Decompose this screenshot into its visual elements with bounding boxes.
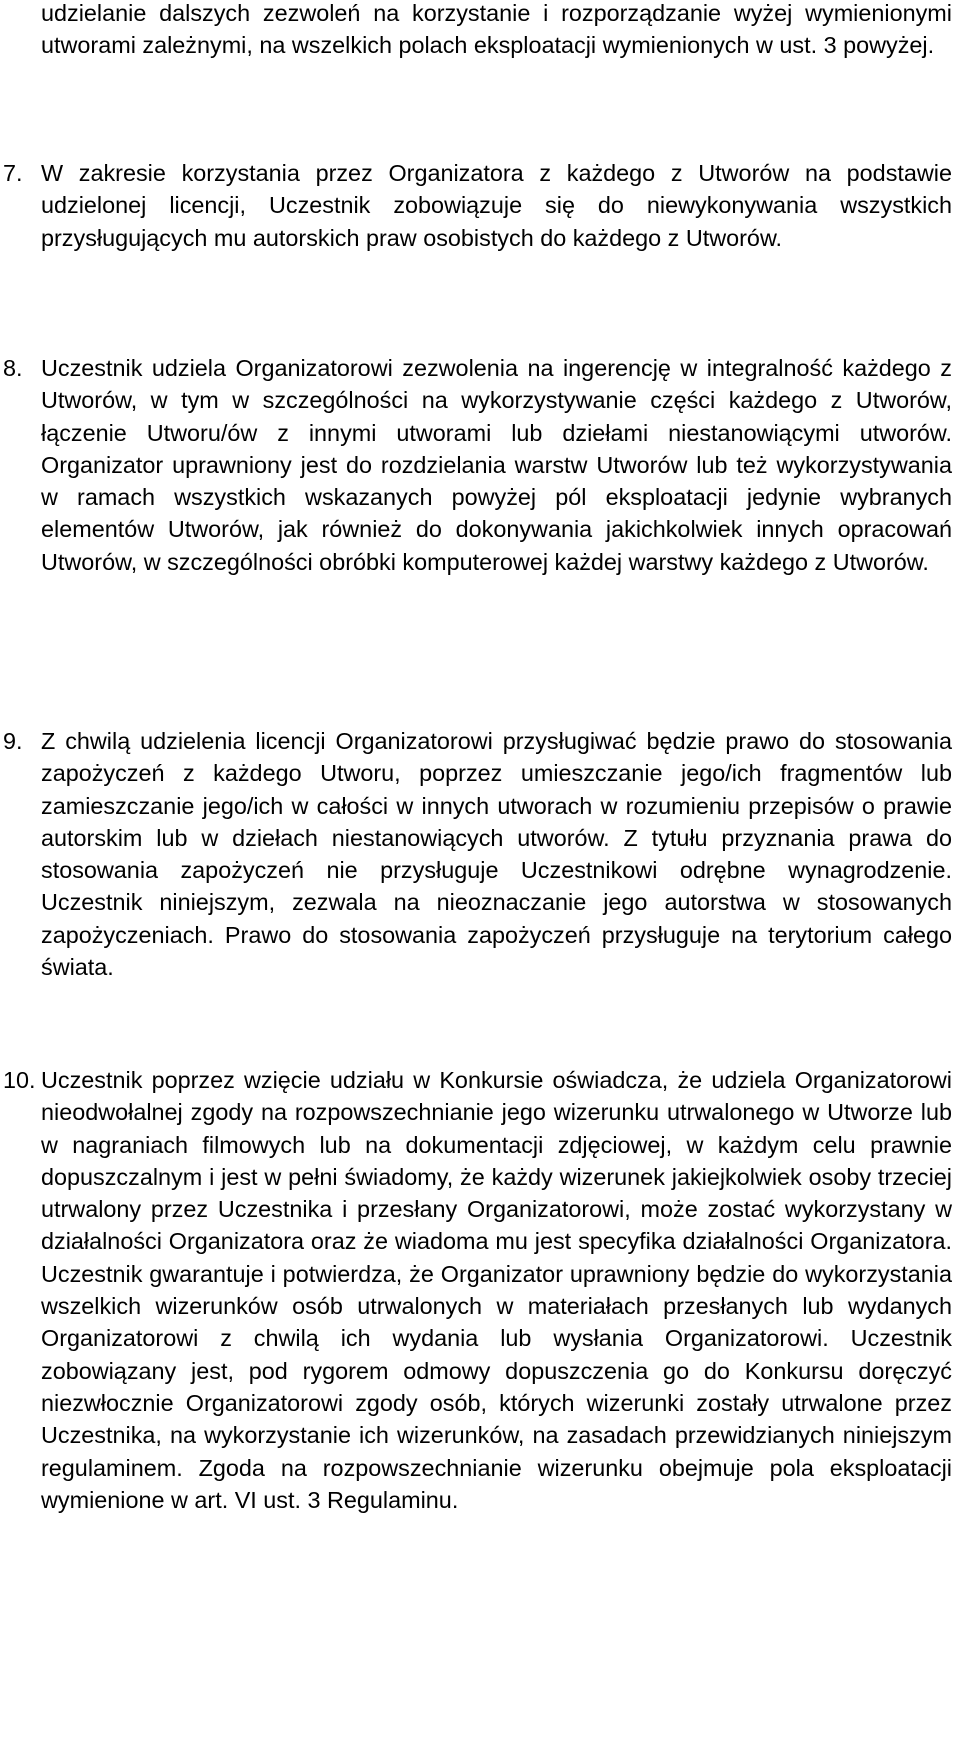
item-number: 7. [3, 160, 23, 186]
item-number: 9. [3, 728, 23, 754]
item-text: Uczestnik poprzez wzięcie udziału w Konkursie oświadcza, że udziela Organizatorowi nieodwołalnej zgody na rozpowszechnianie jego wizerunku utrwalonego w Utworze lub w nagraniach filmowych lub na dokumentacji zdjęciowej, w każdym celu prawnie dopuszczalnym i jest w pełni świadomy, że każdy wizerunek jakiejkolwiek osoby trzeciej utrwalony przez Uczestnika i przesłany Organizatorowi, może zostać wykorzystany w działalności Organizatora oraz że wiadoma mu jest specyfika działalności Organizatora. Uczestnik gwarantuje i potwierdza, że Organizator uprawniony będzie do wykorzystania wszelkich wizerunków osób utrwalonych w materiałach przesłanych lub wydanych Organizatorowi z chwilą ich wydania lub wysłania Organizatorowi. Uczestnik zobowiązany jest, pod rygorem odmowy dopuszczenia go do Konkursu doręczyć niezwłocznie Organizatorowi zgody osób, których wizerunki zostały utrwalone przez Uczestnika, na wykorzystanie ich wizerunków, na zasadach przewidzianych niniejszym regulaminem. Zgoda na rozpowszechnianie wizerunku obejmuje pola eksploatacji wymienione w art. VI ust. 3 Regulaminu. [41, 1067, 952, 1513]
item-text: Uczestnik udziela Organizatorowi zezwolenia na ingerencję w integralność każdego z Utworów, w tym w szczególności na wykorzystywanie części każdego z Utworów, łączenie Utworu/ów z innymi utworami lub dziełami niestanowiącymi utworów. Organizator uprawniony jest do rozdzielania warstw Utworów lub też wykorzystywania w ramach wszystkich wskazanych powyżej pól eksploatacji jedynie wybranych elementów Utworów, jak również do dokonywania jakichkolwiek innych opracowań Utworów, w szczególności obróbki komputerowej każdej warstwy każdego z Utworów. [41, 355, 952, 575]
item-number: 10. [3, 1067, 36, 1093]
continuation-paragraph: udzielanie dalszych zezwoleń na korzystanie i rozporządzanie wyżej wymienionymi utworami zależnymi, na wszelkich polach eksploatacji wymienionych w ust. 3 powyżej. [41, 0, 952, 59]
item-text: W zakresie korzystania przez Organizatora z każdego z Utworów na podstawie udzielonej licencji, Uczestnik zobowiązuje się do niewykonywania wszystkich przysługujących mu autorskich praw osobistych do każdego z Utworów. [41, 160, 952, 251]
item-text: Z chwilą udzielenia licencji Organizatorowi przysługiwać będzie prawo do stosowania zapożyczeń z każdego Utworu, poprzez umieszczanie jego/ich fragmentów lub zamieszczanie jego/ich w całości w innych utworach w rozumieniu przepisów o prawie autorskim lub w dziełach niestanowiących utworów. Z tytułu przyznania prawa do stosowania zapożyczeń nie przysługuje Uczestnikowi odrębne wynagrodzenie. Uczestnik niniejszym, zezwala na nieoznaczanie jego autorstwa w stosowanych zapożyczeniach. Prawo do stosowania zapożyczeń przysługuje na terytorium całego świata. [41, 728, 952, 981]
item-number: 8. [3, 355, 23, 381]
